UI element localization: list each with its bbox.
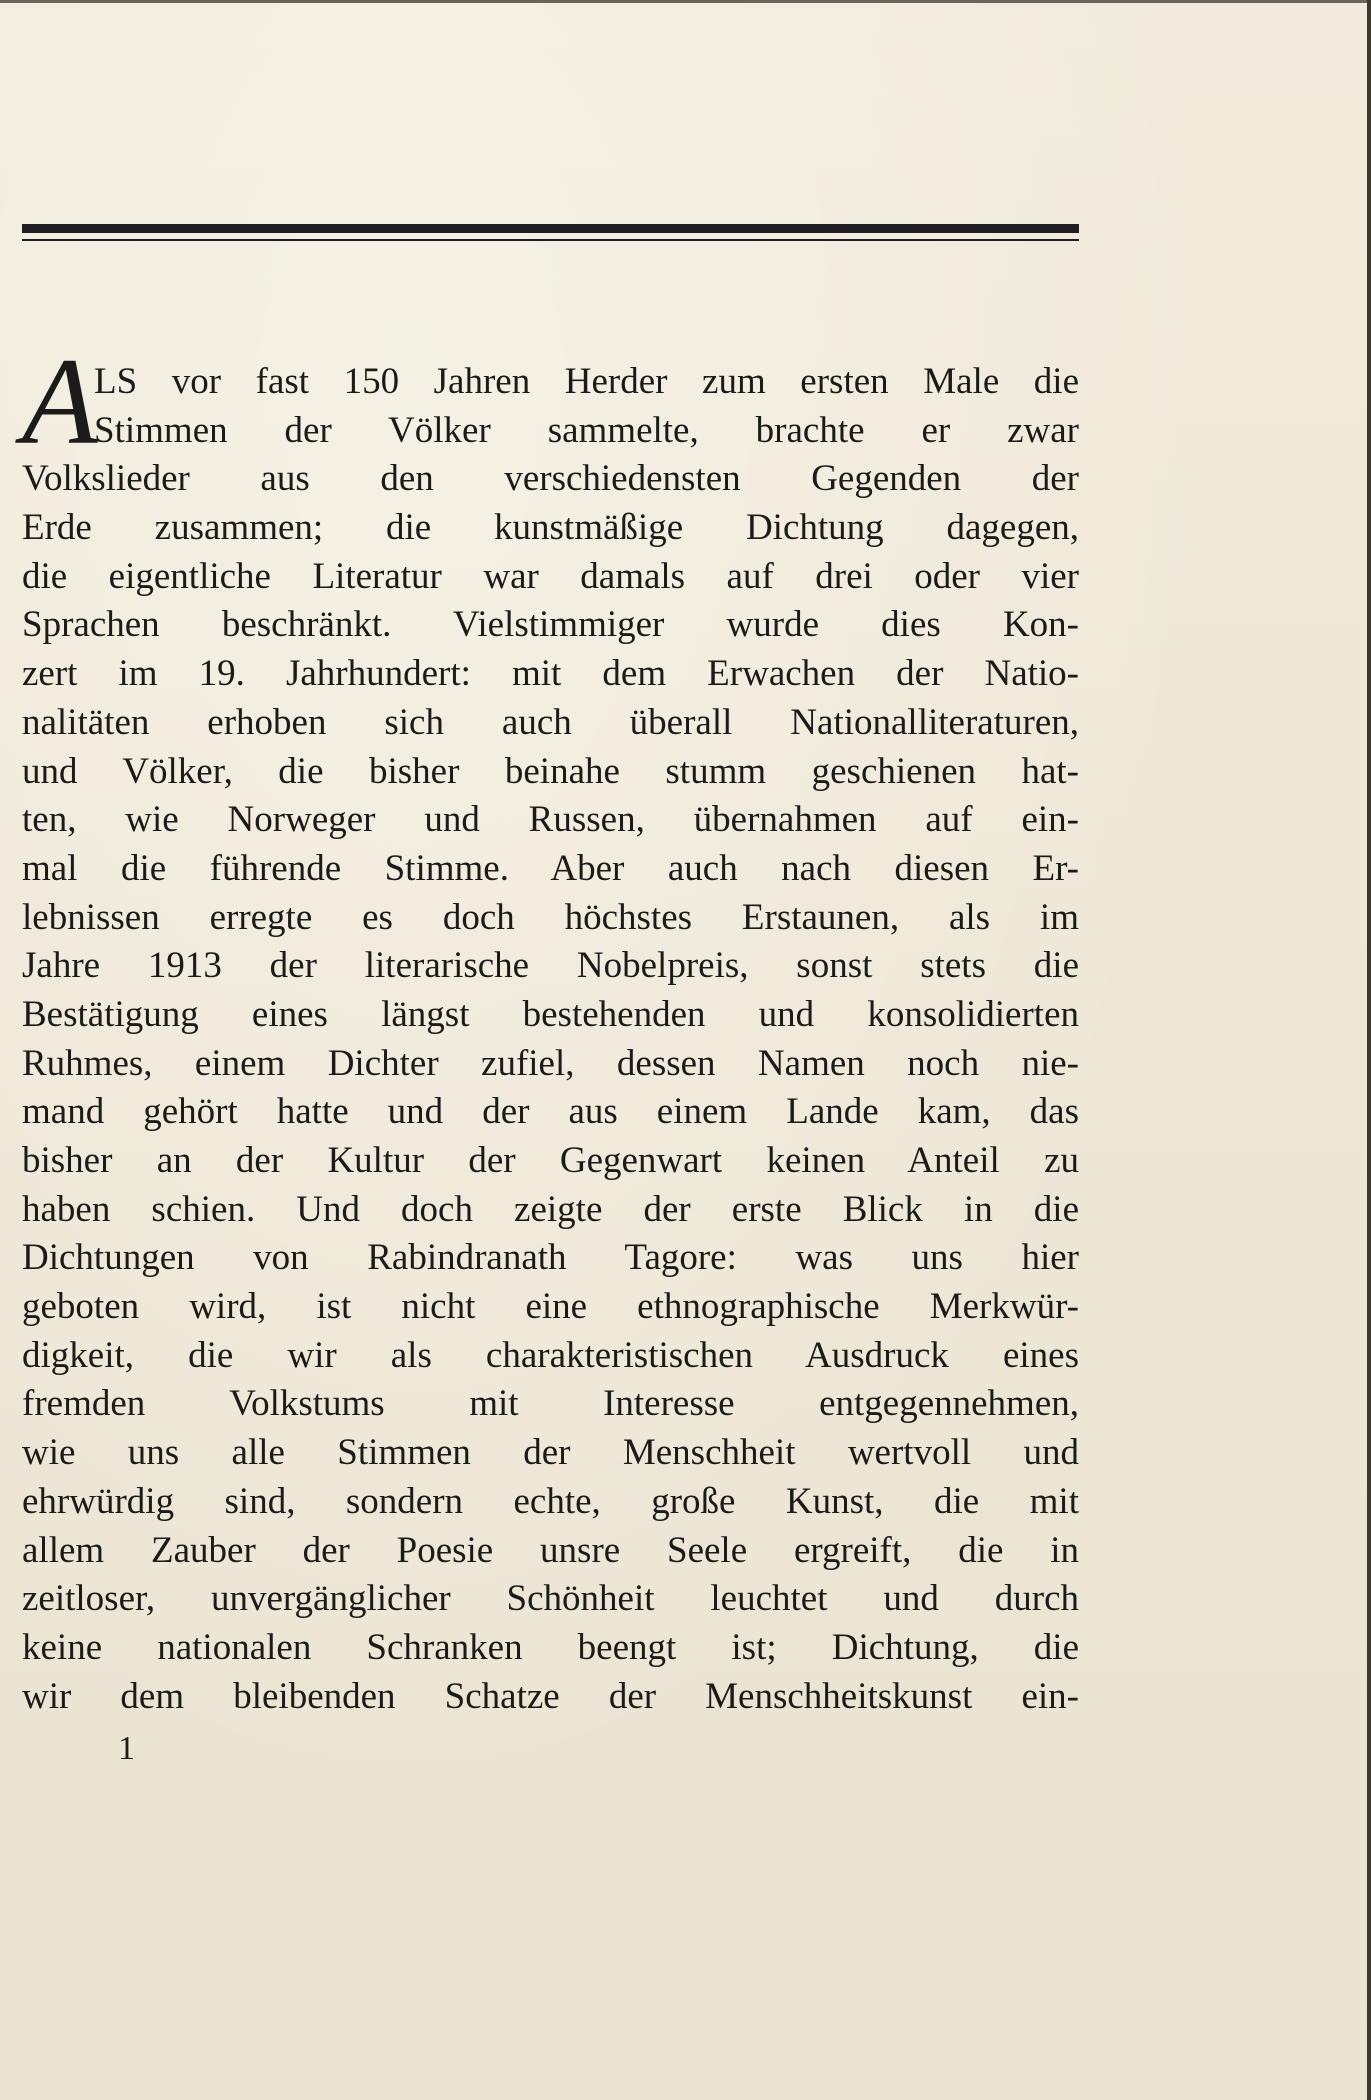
text-line: haben schien. Und doch zeigte der erste Blick in die	[22, 1188, 1079, 1230]
text-line: Stimmen der Völker sammelte, brachte er zwar	[94, 409, 1079, 451]
header-rule-thin	[22, 239, 1079, 241]
page-number: 1	[118, 1730, 135, 1767]
text-line: geboten wird, ist nicht eine ethnographische Merkwür-	[22, 1286, 1079, 1328]
text-line: nalitäten erhoben sich auch überall Nationalliteraturen,	[22, 701, 1079, 743]
text-line: Volkslieder aus den verschiedensten Gegenden der	[22, 458, 1079, 500]
page-top-edge	[0, 0, 1371, 3]
page-right-edge	[1367, 0, 1371, 2100]
text-line: Bestätigung eines längst bestehenden und konsolidierten	[22, 993, 1079, 1035]
text-line: wir dem bleibenden Schatze der Menschheitskunst ein-	[22, 1675, 1079, 1717]
text-line: die eigentliche Literatur war damals auf drei oder vier	[22, 555, 1079, 597]
text-line: keine nationalen Schranken beengt ist; Dichtung, die	[22, 1626, 1079, 1668]
text-line: mand gehört hatte und der aus einem Lande kam, das	[22, 1091, 1079, 1133]
drop-cap: A	[22, 333, 98, 470]
text-line: Erde zusammen; die kunstmäßige Dichtung dagegen,	[22, 507, 1079, 549]
body-text	[22, 358, 1079, 1721]
text-line: Dichtungen von Rabindranath Tagore: was uns hier	[22, 1237, 1079, 1279]
text-line: bisher an der Kultur der Gegenwart keinen Anteil zu	[22, 1140, 1079, 1181]
text-line: digkeit, die wir als charakteristischen Ausdruck eines	[22, 1334, 1079, 1376]
text-line: fremden Volkstums mit Interesse entgegennehmen,	[22, 1383, 1079, 1425]
text-line: und Völker, die bisher beinahe stumm geschienen hat-	[22, 750, 1079, 792]
text-line: zeitloser, unvergänglicher Schönheit leuchtet und durch	[22, 1578, 1079, 1620]
text-line: ten, wie Norweger und Russen, übernahmen auf ein-	[22, 799, 1079, 841]
text-line: Sprachen beschränkt. Vielstimmiger wurde dies Kon-	[22, 604, 1079, 646]
text-line: mal die führende Stimme. Aber auch nach diesen Er-	[22, 847, 1079, 889]
text-line: wie uns alle Stimmen der Menschheit wertvoll und	[22, 1432, 1079, 1474]
header-rule-thick	[22, 224, 1079, 233]
text-line: Ruhmes, einem Dichter zufiel, dessen Namen noch nie-	[22, 1042, 1079, 1084]
text-line: LS vor fast 150 Jahren Herder zum ersten Male die	[94, 361, 1079, 402]
text-line: ehrwürdig sind, sondern echte, große Kunst, die mit	[22, 1480, 1079, 1522]
text-line: allem Zauber der Poesie unsre Seele ergreift, die in	[22, 1529, 1079, 1571]
text-line: Jahre 1913 der literarische Nobelpreis, sonst stets die	[22, 945, 1079, 987]
text-line: zert im 19. Jahrhundert: mit dem Erwachen der Natio-	[22, 653, 1079, 695]
text-line: lebnissen erregte es doch höchstes Erstaunen, als im	[22, 896, 1079, 938]
